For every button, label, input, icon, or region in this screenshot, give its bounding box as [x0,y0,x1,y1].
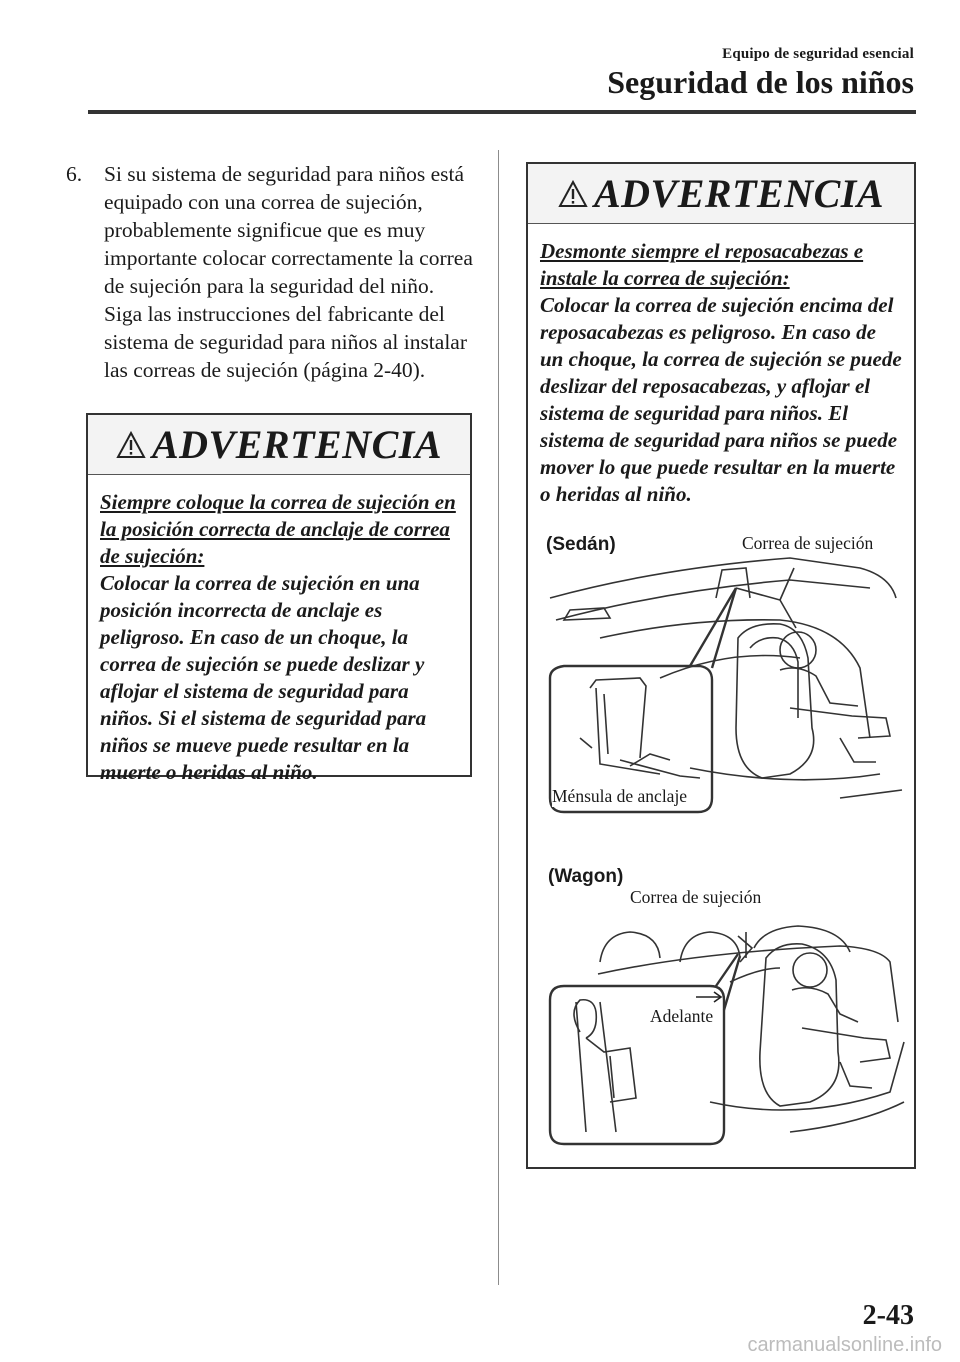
step-text: Si su sistema de seguridad para niños está equipado con una correa de sujeción, probablemente significue que es muy importante colocar correctamente la correa de sujeción para la seguridad del niño. Siga las instrucciones del fabricante del sistema de seguridad para niños al instalar las correas de sujeción (página 2-40). [104,162,473,382]
sedan-illustration [540,528,910,818]
warning-header [88,415,470,475]
step-number: 6. [66,162,83,186]
page-number: 2-43 [862,1300,914,1331]
warning-title: ADVERTENCIA [151,422,443,467]
forward-callout: Adelante [650,1006,714,1026]
warning-triangle-icon [558,180,588,208]
warning-header [528,164,914,224]
warning-lead: Desmonte siempre el reposacabezas e instale la correa de sujeción: [540,239,864,290]
bracket-callout: Ménsula de anclaje [552,786,688,806]
strap-callout: Correa de sujeción [630,887,762,907]
warning-box-left [86,413,472,784]
warning-triangle-icon [116,431,146,459]
warning-text: Colocar la correa de sujeción encima del reposacabezas es peligroso. En caso de un choque, la correa de sujeción se puede deslizar del reposacabezas, y aflojar el sistema de seguridad para niños. El sistema de seguridad para niños se puede mover lo que puede resultar en la muerte o heridas al niño. [540,293,902,506]
section-label: Equipo de seguridad esencial [722,46,914,62]
warning-title: ADVERTENCIA [593,171,885,216]
header-rule [88,110,916,114]
arrow-right-icon [694,990,724,1004]
strap-callout: Correa de sujeción [742,533,874,553]
site-watermark: carmanualsonline.info [747,1334,942,1356]
wagon-illustration [540,862,910,1152]
warning-text: Colocar la correa de sujeción en una posición incorrecta de anclaje es peligroso. En caso de un choque, la correa de sujeción se puede deslizar y aflojar el sistema de seguridad para niños. Si el sistema de seguridad para niños se mueve puede resultar en la muerte o heridas al niño. [100,571,427,784]
column-divider [498,150,499,1285]
warning-body [88,475,470,798]
sedan-label: (Sedán) [546,534,616,555]
wagon-label: (Wagon) [548,866,624,887]
page-title: Seguridad de los niños [607,64,914,100]
step-item [66,160,476,384]
sedan-drawing [540,528,910,818]
warning-body [528,224,914,520]
warning-lead: Siempre coloque la correa de sujeción en la posición correcta de anclaje de correa de sujeción: [100,490,456,568]
